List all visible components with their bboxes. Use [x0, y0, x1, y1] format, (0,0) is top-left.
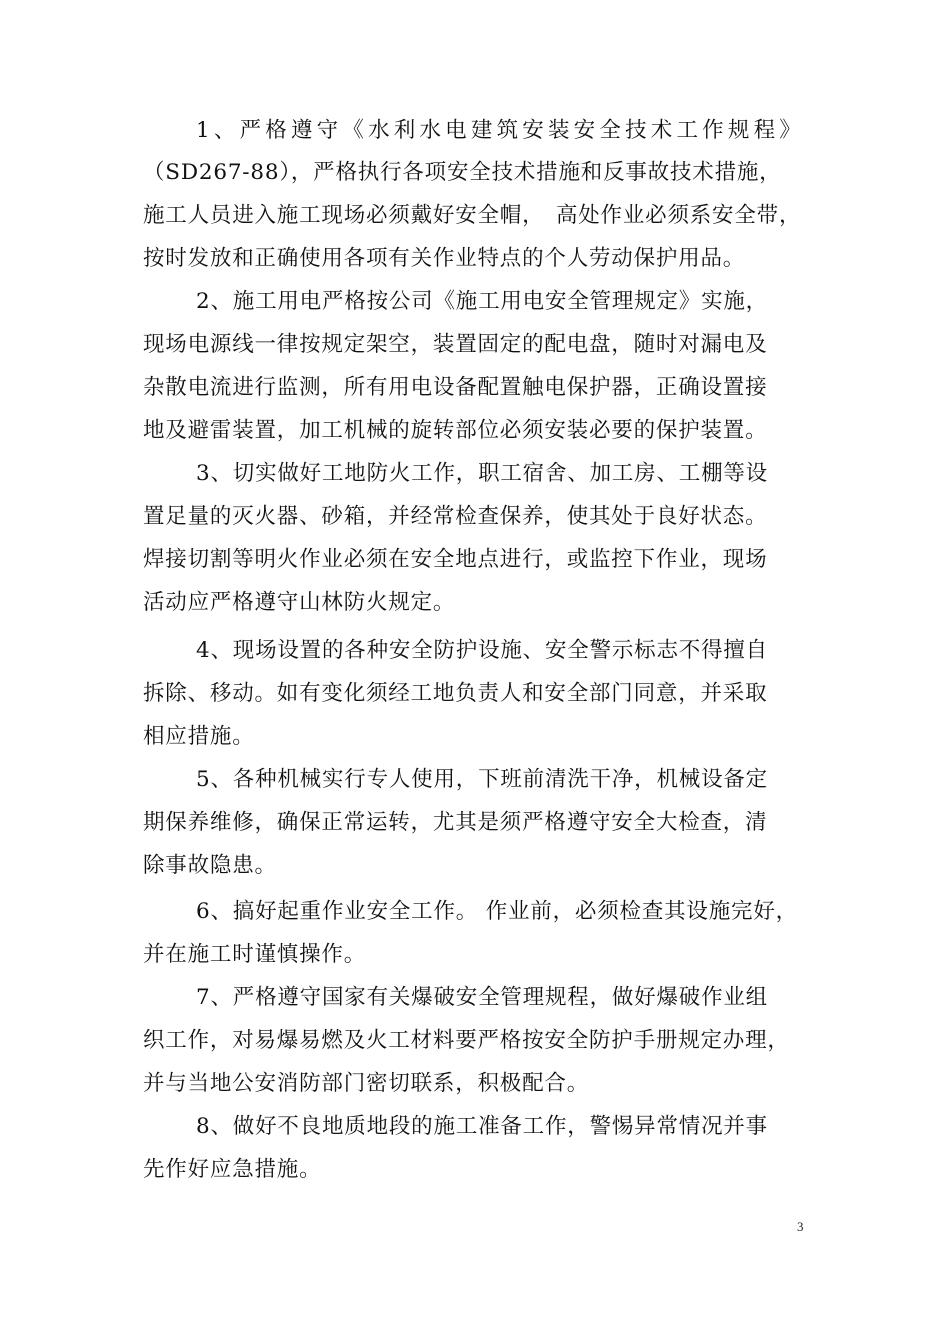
paragraph-6-line-1: 6、搞好起重作业安全工作。 作业前，必须检查其设施完好，	[196, 899, 798, 924]
paragraph-5-line-1: 5、各种机械实行专人使用，下班前清洗干净，机械设备定	[196, 767, 768, 792]
paragraph-2-line-1: 2、施工用电严格按公司《施工用电安全管理规定》实施，	[196, 289, 768, 314]
paragraph-4-line-1: 4、现场设置的各种安全防护设施、安全警示标志不得擅自	[196, 638, 768, 663]
paragraph-4-line-3: 相应措施。	[143, 724, 255, 749]
paragraph-7-line-2: 织工作，对易爆易燃及火工材料要严格按安全防护手册规定办理，	[143, 1028, 790, 1053]
paragraph-1-line-3: 施工人员进入施工现场必须戴好安全帽， 高处作业必须系安全带，	[143, 203, 802, 228]
paragraph-3-line-3: 焊接切割等明火作业必须在安全地点进行，或监控下作业，现场	[143, 547, 768, 572]
paragraph-7-line-1: 7、严格遵守国家有关爆破安全管理规程，做好爆破作业组	[196, 985, 768, 1010]
paragraph-2-line-4: 地及避雷装置，加工机械的旋转部位必须安装必要的保护装置。	[143, 418, 768, 443]
paragraph-1-line-4: 按时发放和正确使用各项有关作业特点的个人劳动保护用品。	[143, 246, 746, 271]
paragraph-8-line-2: 先作好应急措施。	[143, 1157, 322, 1182]
paragraph-4-line-2: 拆除、移动。如有变化须经工地负责人和安全部门同意，并采取	[143, 681, 768, 706]
page-number: 3	[797, 1219, 804, 1234]
paragraph-3-line-2: 置足量的灭火器、砂箱，并经常检查保养，使其处于良好状态。	[143, 504, 768, 529]
paragraph-1-line-2: （SD267-88），严格执行各项安全技术措施和反事故技术措施，	[143, 160, 782, 185]
paragraph-7-line-3: 并与当地公安消防部门密切联系，积极配合。	[143, 1071, 590, 1096]
paragraph-2-line-3: 杂散电流进行监测，所有用电设备配置触电保护器，正确设置接	[143, 375, 768, 400]
paragraph-5-line-3: 除事故隐患。	[143, 853, 277, 878]
paragraph-3-line-1: 3、切实做好工地防火工作，职工宿舍、加工房、工棚等设	[196, 461, 768, 486]
paragraph-2-line-2: 现场电源线一律按规定架空，装置固定的配电盘，随时对漏电及	[143, 332, 768, 357]
paragraph-1-line-1: 1、严格遵守《水利水电建筑安装安全技术工作规程》	[196, 118, 805, 143]
paragraph-8-line-1: 8、做好不良地质地段的施工准备工作，警惕异常情况并事	[196, 1114, 768, 1139]
paragraph-5-line-2: 期保养维修，确保正常运转，尤其是须严格遵守安全大检查，清	[143, 810, 768, 835]
paragraph-3-line-4: 活动应严格遵守山林防火规定。	[143, 590, 456, 615]
paragraph-6-line-2: 并在施工时谨慎操作。	[143, 942, 367, 967]
